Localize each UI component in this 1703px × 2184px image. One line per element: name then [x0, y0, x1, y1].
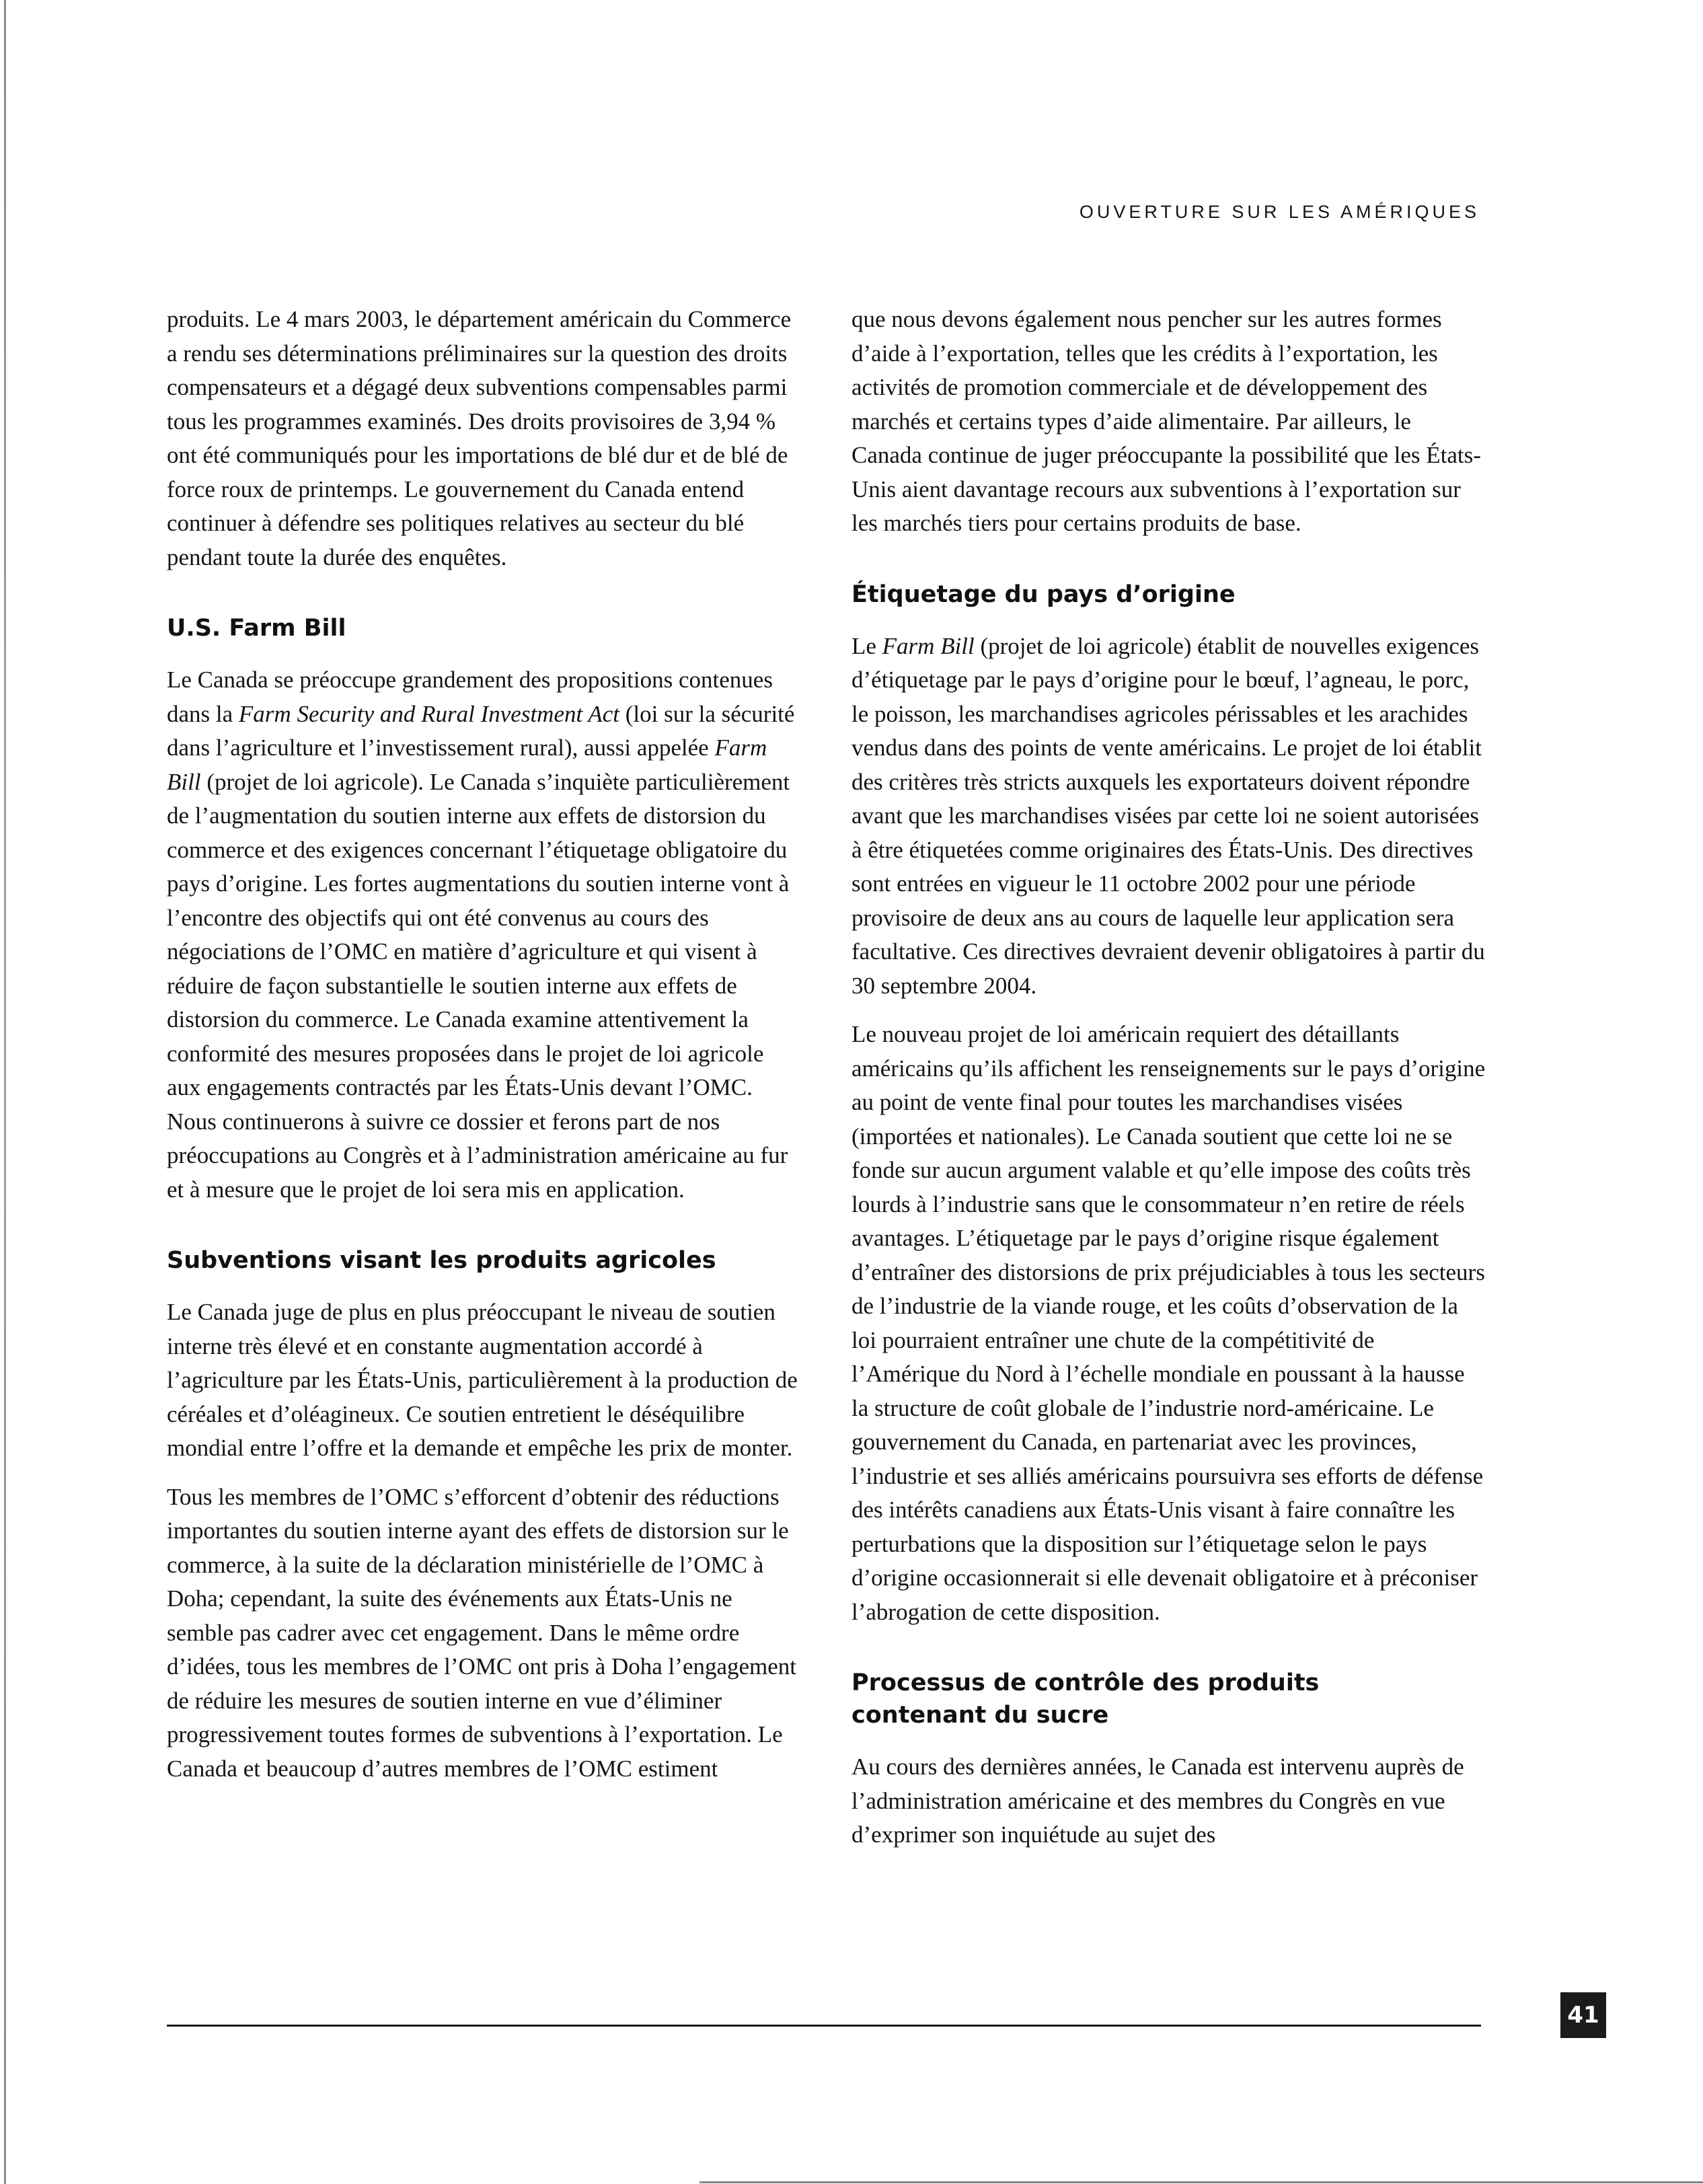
scan-edge-bottom [699, 2181, 1703, 2183]
heading-sugar-line-1: Processus de contrôle des produits [852, 1669, 1320, 1696]
paragraph-subsidies-1: Le Canada juge de plus en plus préoccupant le niveau de soutien interne très élevé et en constante augmentation accordé à l’agriculture par les États-Unis, particulièrement à la production de céréales et d’oléagineux. Ce soutien entretient le déséquilibre mondial entre l’offre et la demande et empêche les prix de monter. [167, 1299, 798, 1461]
page-number-badge: 41 [1560, 1992, 1606, 2038]
heading-subsidies: Subventions visant les produits agricoles [167, 1247, 716, 1274]
paragraph-subsidies-2: Tous les membres de l’OMC s’efforcent d’obtenir des réductions importantes du soutien interne ayant des effets de distorsion sur le commerce, à la suite de la déclaration ministérielle de l’OMC à Doha; cependant, la suite des événements aux États-Unis ne semble pas cadrer avec cet engagement. Dans le même ordre d’idées, tous les membres de l’OMC ont pris à Doha l’engagement de réduire les mesures de soutien interne en vue d’éliminer progressivement toutes formes de subventions à l’exportation. Le Canada et beaucoup d’autres membres de l’OMC estiment [167, 1483, 797, 1782]
left-column [167, 303, 802, 1801]
heading-sugar-line-2: contenant du sucre [852, 1702, 1109, 1729]
scan-edge-left [4, 0, 6, 2184]
right-column [852, 303, 1486, 1867]
heading-farm-bill: U.S. Farm Bill [167, 615, 346, 642]
paragraph-labelling-1: Le Farm Bill (projet de loi agricole) établit de nouvelles exigences d’étiquetage par le pays d’origine pour le bœuf, l’agneau, le porc, le poisson, les marchandises agricoles périssables et les arachides vendus dans des points de vente américains. Le projet de loi établit des critères très stricts auxquels les exportateurs doivent répondre avant que les marchandises visées par cette loi ne soient autorisées à être étiquetées comme originaires des États-Unis. Des directives sont entrées en vigueur le 11 octobre 2002 pour une période provisoire de deux ans au cours de laquelle leur application sera facultative. Ces directives devraient devenir obligatoires à partir du 30 septembre 2004. [852, 632, 1485, 999]
paragraph-sugar: Au cours des dernières années, le Canada est intervenu auprès de l’administration américaine et des membres du Congrès en vue d’exprimer son inquiétude au sujet des [852, 1754, 1464, 1848]
running-header: OUVERTURE SUR LES AMÉRIQUES [1079, 202, 1480, 222]
paragraph-labelling-2: Le nouveau projet de loi américain requiert des détaillants américains qu’ils affichent les renseignements sur le pays d’origine au point de vente final pour toutes les marchandises visées (importées et nationales). Le Canada soutient que cette loi ne se fonde sur aucun argument valable et qu’elle impose des coûts très lourds à l’industrie sans que le consommateur n’en retire de réels avantages. L’étiquetage par le pays d’origine risque également d’entraîner des distorsions de prix préjudiciables à tous les secteurs de l’industrie de la viande rouge, et les coûts d’observation de la loi pourraient entraîner une chute de la compétitivité de l’Amérique du Nord à l’échelle mondiale en poussant à la hausse la structure de coût globale de l’industrie nord-américaine. Le gouvernement du Canada, en partenariat avec les provinces, l’industrie et ses alliés américains poursuivra ses efforts de défense des intérêts canadiens aux États-Unis visant à faire connaître les perturbations que la disposition sur l’étiquetage selon le pays d’origine occasionnerait si elle devenait obligatoire et à préconiser l’abrogation de cette disposition. [852, 1021, 1486, 1625]
paragraph-farm-bill: Le Canada se préoccupe grandement des propositions contenues dans la Farm Security and Rural Investment Act (loi sur la sécurité dans l’agriculture et l’investissement rural), aussi appelée Farm Bill (projet de loi agricole). Le Canada s’inquiète particulièrement de l’augmentation du soutien interne aux effets de distorsion du commerce et des exigences concernant l’étiquetage obligatoire du pays d’origine. Les fortes augmentations du soutien interne vont à l’encontre des objectifs qui ont été convenus au cours des négociations de l’OMC en matière d’agriculture et qui visent à réduire de façon substantielle le soutien interne aux effets de distorsion du commerce. Le Canada examine attentivement la conformité des mesures proposées dans le projet de loi agricole aux engagements contractés par les États-Unis devant l’OMC. Nous continuerons à suivre ce dossier et ferons part de nos préoccupations au Congrès et à l’administration américaine au fur et à mesure que le projet de loi sera mis en application. [167, 667, 795, 1203]
farm-bill-term: Farm Bill [167, 735, 767, 795]
paragraph-intro: produits. Le 4 mars 2003, le département américain du Commerce a rendu ses déterminations préliminaires sur la question des droits compensateurs et a dégagé deux subventions compensables parmi tous les programmes examinés. Des droits provisoires de 3,94 % ont été communiqués pour les importations de blé dur et de blé de force roux de printemps. Le gouvernement du Canada entend continuer à défendre ses politiques relatives au secteur du blé pendant toute la durée des enquêtes. [167, 306, 792, 570]
heading-sugar [852, 1667, 1486, 1731]
farm-bill-term: Farm Bill [882, 632, 975, 659]
footer-rule [167, 2025, 1481, 2027]
paragraph-continuation: que nous devons également nous pencher sur les autres formes d’aide à l’exportation, telles que les crédits à l’exportation, les activités de promotion commerciale et de développement des marchés et certains types d’aide alimentaire. Par ailleurs, le Canada continue de juger préoccupante la possibilité que les États-Unis aient davantage recours aux subventions à l’exportation sur les marchés tiers pour certains produits de base. [852, 306, 1481, 536]
act-name: Farm Security and Rural Investment Act [238, 700, 619, 727]
heading-labelling: Étiquetage du pays d’origine [852, 580, 1236, 608]
